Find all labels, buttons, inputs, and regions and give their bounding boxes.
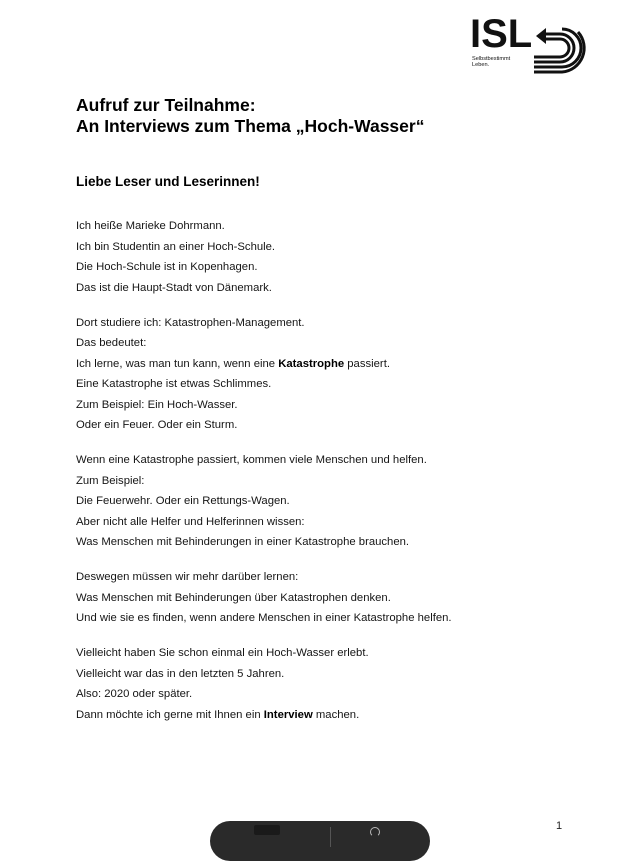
isl-logo [468, 12, 594, 78]
toolbar-divider [330, 827, 331, 847]
paragraph-5 [76, 643, 596, 725]
paragraph-3 [76, 450, 596, 553]
paragraph-4 [76, 567, 596, 629]
text-line: Zum Beispiel: Ein Hoch-Wasser. [76, 398, 238, 411]
text-line: Zum Beispiel: [76, 474, 145, 487]
letter-body [76, 216, 596, 740]
zoom-icon[interactable] [370, 827, 380, 837]
paragraph-1 [76, 216, 596, 298]
text-segment: machen. [312, 708, 360, 721]
text-segment: passiert. [344, 357, 390, 370]
toolbar-page-button[interactable] [254, 825, 280, 835]
text-line: Also: 2020 oder später. [76, 688, 193, 700]
text-line: Das bedeutet: [76, 337, 147, 349]
logo-subtitle-line2: Leben. [472, 62, 490, 68]
text-line: Vielleicht haben Sie schon einmal ein Hoch-Wasser erlebt. [76, 647, 369, 659]
text-line: Was Menschen mit Behinderungen über Katastrophen denken. [76, 591, 391, 604]
text-segment: Dann möchte ich gerne mit Ihnen ein [76, 708, 264, 721]
viewer-toolbar[interactable] [210, 821, 430, 861]
logo-text: ISL [470, 12, 533, 56]
text-segment: Ich lerne, was man tun kann, wenn eine [76, 357, 279, 370]
text-line: Ich heiße Marieke Dohrmann. [76, 220, 225, 232]
bold-term-katastrophe: Katastrophe [278, 357, 345, 370]
text-line: Die Hoch-Schule ist in Kopenhagen. [76, 261, 258, 273]
greeting-heading: Liebe Leser und Leserinnen! [76, 174, 260, 189]
text-line: Aber nicht alle Helfer und Helferinnen wissen: [76, 515, 305, 528]
text-line: Und wie sie es finden, wenn andere Menschen in einer Katastrophe helfen. [76, 612, 452, 624]
text-line: Deswegen müssen wir mehr darüber lernen: [76, 571, 299, 583]
title-line-2: An Interviews zum Thema „Hoch-Wasser“ [76, 116, 425, 136]
text-line: Wenn eine Katastrophe passiert, kommen viele Menschen und helfen. [76, 454, 427, 466]
text-line-with-bold [76, 705, 596, 726]
page-number: 1 [556, 820, 563, 832]
text-line: Das ist die Haupt-Stadt von Dänemark. [76, 281, 272, 294]
text-line-with-bold [76, 354, 596, 375]
logo-subtitle-line1: Selbstbestimmt [472, 56, 511, 62]
text-line: Eine Katastrophe ist etwas Schlimmes. [76, 378, 272, 390]
logo-subtitle [472, 56, 532, 68]
paragraph-2 [76, 313, 596, 436]
title-line-1: Aufruf zur Teilnahme: [76, 95, 256, 115]
logo-arrow-icon [532, 22, 592, 74]
text-line: Die Feuerwehr. Oder ein Rettungs-Wagen. [76, 495, 290, 507]
bold-term-interview: Interview [263, 708, 313, 721]
text-line: Dort studiere ich: Katastrophen-Management. [76, 316, 305, 329]
text-line: Ich bin Studentin an einer Hoch-Schule. [76, 240, 276, 253]
text-line: Vielleicht war das in den letzten 5 Jahren. [76, 667, 285, 680]
text-line: Oder ein Feuer. Oder ein Sturm. [76, 419, 238, 431]
text-line: Was Menschen mit Behinderungen in einer Katastrophe brauchen. [76, 536, 410, 548]
page-title [76, 95, 424, 137]
